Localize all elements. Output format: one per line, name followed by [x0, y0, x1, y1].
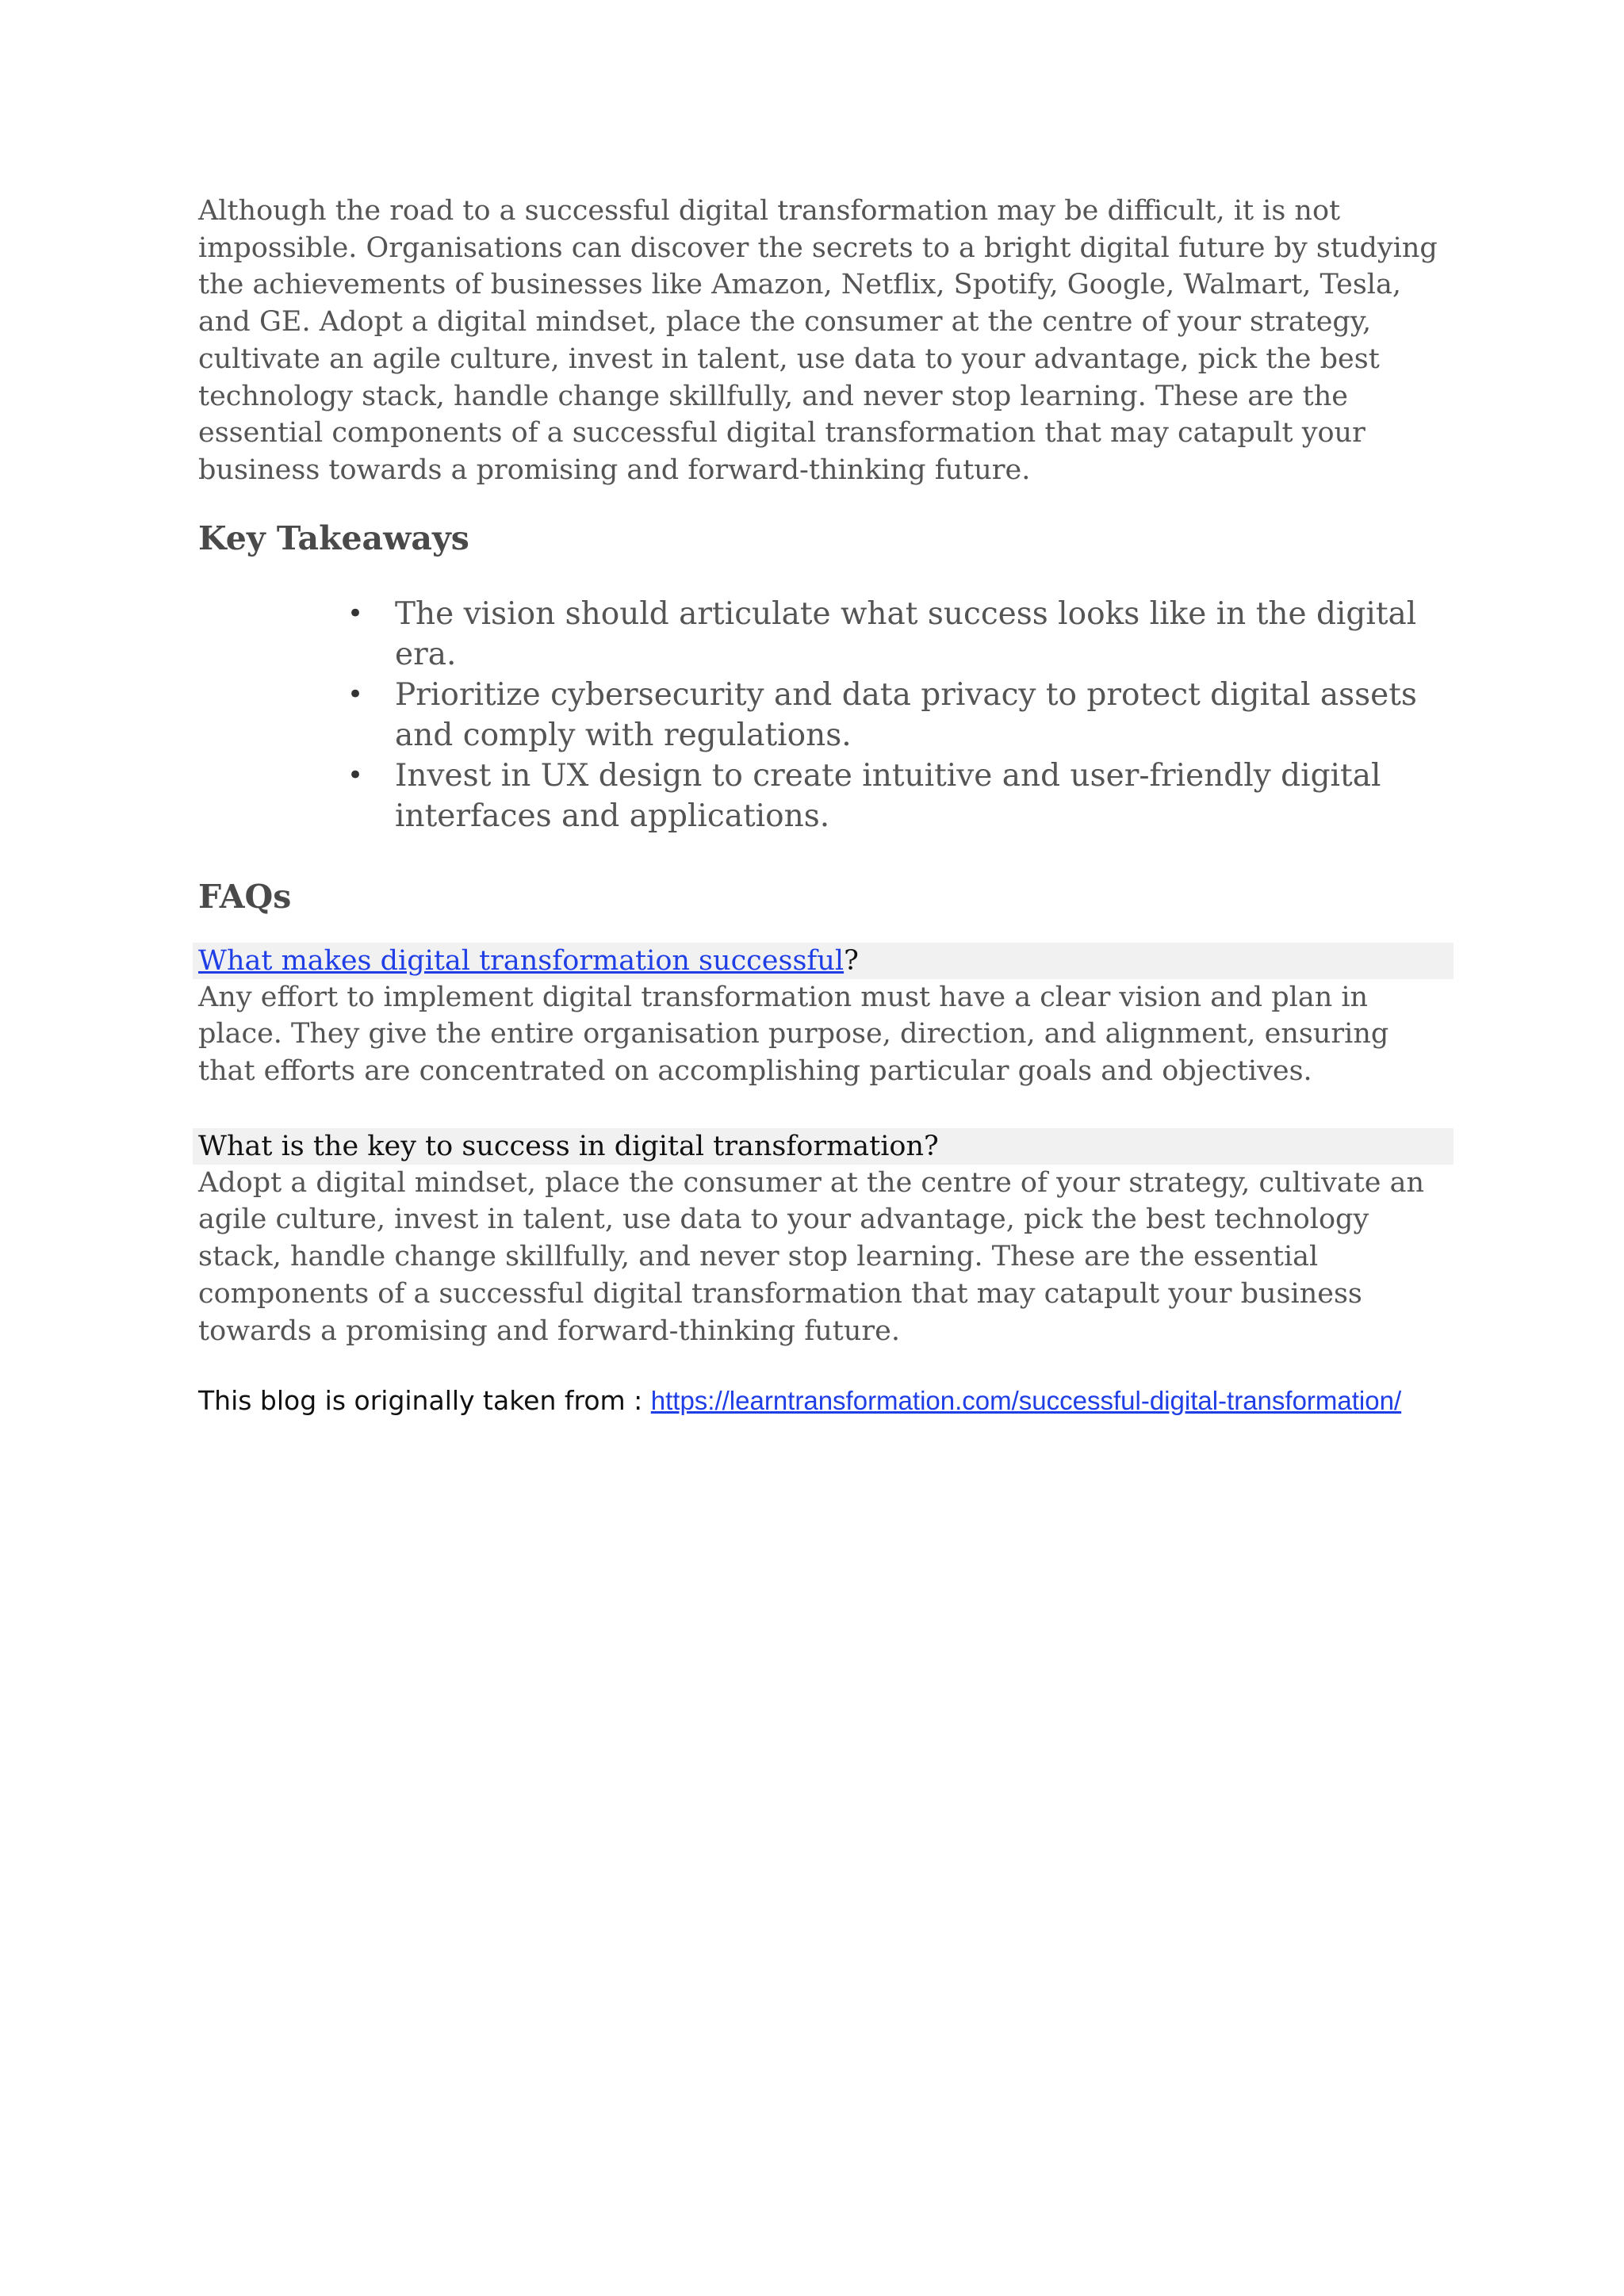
key-takeaways-heading: Key Takeaways — [198, 519, 469, 557]
key-takeaways-list — [198, 594, 1451, 836]
bullet-icon: • — [347, 678, 364, 710]
faq-question-link[interactable]: What makes digital transformation successful — [198, 944, 845, 977]
list-item-text: Invest in UX design to create intuitive and user-friendly digital interfaces and applications. — [395, 757, 1381, 834]
faq-question-2: What is the key to success in digital transformation? — [193, 1128, 1454, 1165]
list-item-text: Prioritize cybersecurity and data privacy to protect digital assets and comply with regulations. — [395, 676, 1417, 753]
document-content — [198, 193, 1451, 1419]
faq-answer-2: Adopt a digital mindset, place the consumer at the centre of your strategy, cultivate an agile culture, invest in talent, use data to your advantage, pick the best technology stack, handle change skillfully, and never stop learning. These are the essential components of a successful digital transformation that may catapult your business towards a promising and forward-thinking future. — [198, 1166, 1425, 1347]
source-link[interactable]: https://learntransformation.com/successful-digital-transformation/ — [650, 1386, 1402, 1416]
source-line — [198, 1383, 1451, 1419]
bullet-icon: • — [347, 597, 364, 629]
list-item — [347, 756, 1451, 836]
list-item — [347, 675, 1451, 756]
faqs-heading: FAQs — [198, 877, 292, 916]
bullet-icon: • — [347, 759, 364, 791]
list-item-text: The vision should articulate what success looks like in the digital era. — [395, 595, 1417, 672]
source-label: This blog is originally taken from : — [198, 1385, 651, 1417]
faq-question-1 — [193, 943, 1454, 979]
faq-question-suffix: ? — [844, 944, 859, 977]
list-item — [347, 594, 1451, 675]
intro-paragraph: Although the road to a successful digital transformation may be difficult, it is not impossible. Organisations can discover the secrets to a bright digital future by studying the achievements of businesses like Amazon, Netflix, Spotify, Google, Walmart, Tesla, and GE. Adopt a digital mindset, place the consumer at the centre of your strategy, cultivate an agile culture, invest in talent, use data to your advantage, pick the best technology stack, handle change skillfully, and never stop learning. These are the essential components of a successful digital transformation that may catapult your business towards a promising and forward-thinking future. — [198, 195, 1438, 486]
faq-answer-1: Any effort to implement digital transformation must have a clear vision and plan in place. They give the entire organisation purpose, direction, and alignment, ensuring that efforts are concentrated on accomplishing particular goals and objectives. — [198, 981, 1389, 1088]
